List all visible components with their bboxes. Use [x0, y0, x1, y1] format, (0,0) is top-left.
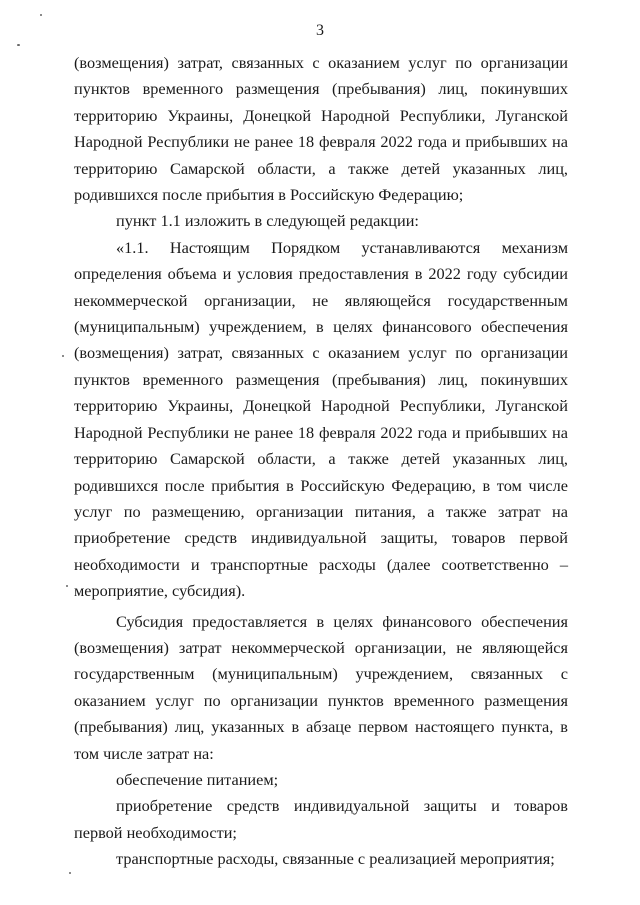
paragraph-continuation: (возмещения) затрат, связанных с оказанием услуг по организации пунктов временного размещения (пребывания) лиц, покинувших территорию Украины, Донецкой Народной Республики, Луганской Народной Республики не ранее 18 февраля 2022 года и прибывших на территорию Самарской области, а также детей указанных лиц, родившихся после прибытия в Российскую Федерацию; — [74, 53, 568, 205]
paragraph-clause-1-1: «1.1. Настоящим Порядком устанавливаются механизм определения объема и условия предоставления в 2022 году субсидии некоммерческой организации, не являющейся государственным (муниципальным) учреждением, в целях финансового обеспечения (возмещения) затрат, связанных с оказанием услуг по организации пунктов временного размещения (пребывания) лиц, покинувших территорию Украины, Донецкой Народной Республики, Луганской Народной Республики не ранее 18 февраля 2022 года и прибывших на территорию Самарской области, а также детей указанных лиц, родившихся после прибытия в Российскую Федерацию, в том числе услуг по размещению, организации питания, а также затрат на приобретение средств индивидуальной защиты, товаров первой необходимости и транспортные расходы (далее соответственно – мероприятие, субсидия). — [74, 237, 568, 601]
scan-speck — [62, 355, 64, 357]
list-item-protective-equipment: приобретение средств индивидуальной защиты и товаров первой необходимости; — [74, 796, 568, 842]
scan-speck — [66, 585, 68, 587]
list-item-transport-costs: транспортные расходы, связанные с реализацией мероприятия; — [116, 849, 555, 869]
scan-speck — [17, 44, 20, 46]
document-body — [74, 50, 568, 873]
paragraph-amendment-intro: пункт 1.1 изложить в следующей редакции: — [116, 211, 419, 231]
scan-speck — [40, 14, 42, 16]
paragraph-subsidy-purpose: Субсидия предоставляется в целях финансового обеспечения (возмещения) затрат некоммерческой организации, не являющейся государственным (муниципальным) учреждением, связанных с оказанием услуг по организации пунктов временного размещения (пребывания) лиц, указанных в абзаце первом настоящего пункта, в том числе затрат на: — [74, 611, 568, 763]
scan-speck — [69, 872, 71, 874]
page-number: 3 — [316, 22, 324, 39]
list-item-food: обеспечение питанием; — [116, 769, 279, 789]
